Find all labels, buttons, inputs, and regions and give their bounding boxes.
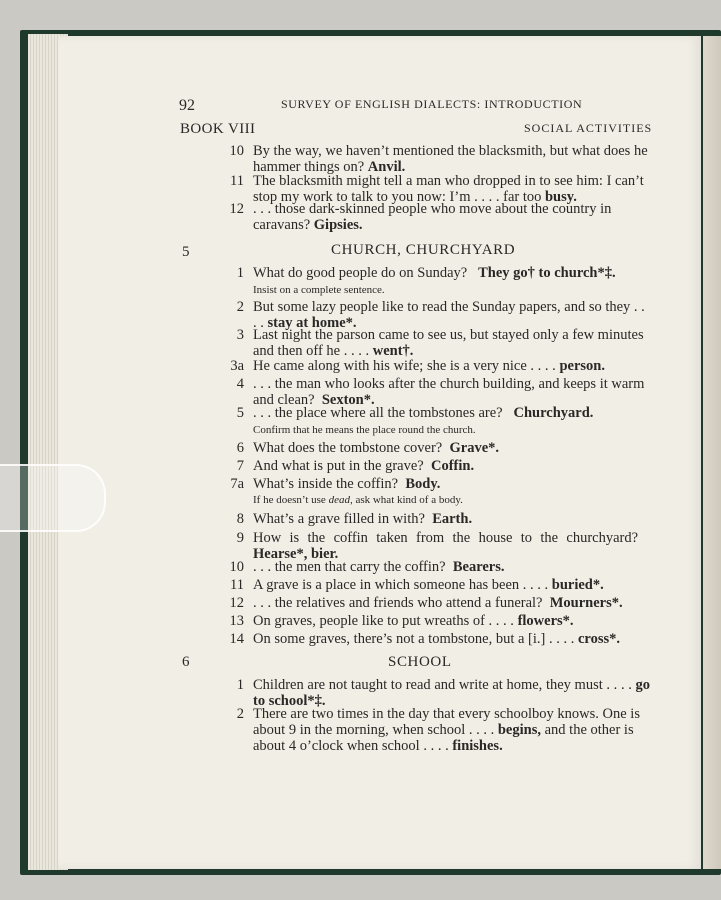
section-number: 6 (182, 654, 190, 670)
answer: Coffin. (431, 458, 475, 474)
answer: person. (559, 358, 605, 374)
answer: flowers*. (517, 613, 574, 629)
question: . . . the relatives and friends who attend a funeral? (253, 595, 543, 611)
answer: stay at home*. (267, 315, 357, 331)
item-number: 2 (236, 706, 244, 722)
book-label: BOOK VIII (180, 121, 256, 137)
interviewer-note: Insist on a complete sentence. (253, 284, 385, 296)
item-number: 13 (229, 613, 244, 629)
answer: Bearers. (452, 559, 505, 575)
question: What’s a grave filled in with? (253, 511, 425, 527)
question: Last night the parson came to see us, but stayed only a few minutes and then off he . . . . (253, 327, 644, 359)
question: There are two times in the day that every schoolboy knows. One is about 9 in the morning, when school . . . . (253, 706, 640, 738)
answer: Grave*. (449, 440, 500, 456)
item-number: 10 (229, 143, 244, 159)
running-title: SURVEY OF ENGLISH DIALECTS: INTRODUCTION (281, 97, 583, 111)
question: A grave is a place in which someone has been . . . . (253, 577, 549, 593)
item-number: 3 (236, 327, 244, 343)
item-number: 8 (236, 511, 244, 527)
question: Children are not taught to read and write at home, they must . . . . (253, 677, 632, 693)
answer: Hearse*, bier. (253, 546, 339, 562)
section-number: 5 (182, 244, 190, 260)
page-number: 92 (179, 97, 195, 114)
item-number: 11 (230, 173, 244, 189)
item-number: 7a (230, 476, 244, 492)
section-title: CHURCH, CHURCHYARD (331, 242, 516, 258)
answer: go to school*‡. (253, 677, 651, 709)
answer: busy. (544, 189, 577, 205)
answer: went†. (372, 343, 414, 359)
interviewer-note: Confirm that he means the place round the church. (253, 424, 476, 436)
item-number: 4 (236, 376, 244, 392)
question: . . . the men that carry the coffin? (253, 559, 446, 575)
question: . . . those dark-skinned people who move about the country in caravans? (253, 201, 612, 233)
answer: They go† to church*‡. (478, 265, 616, 281)
question: What do good people do on Sunday? (253, 265, 468, 281)
question: What does the tombstone cover? (253, 440, 443, 456)
question: He came along with his wife; she is a very nice . . . . (253, 358, 556, 374)
section-title: SCHOOL (388, 654, 452, 670)
item-number: 14 (229, 631, 244, 647)
answer: Churchyard. (513, 405, 594, 421)
section-heading: SOCIAL ACTIVITIES (524, 121, 653, 135)
note-text: ask what kind of a body. (352, 494, 463, 506)
plastic-page-clip (0, 464, 106, 532)
answer: finishes. (452, 738, 503, 754)
question: On graves, people like to put wreaths of . . . . (253, 613, 514, 629)
answer: Gipsies. (313, 217, 363, 233)
question: And what is put in the grave? (253, 458, 424, 474)
answer: cross*. (577, 631, 621, 647)
question: The blacksmith might tell a man who dropped in to see him: I can’t stop my work to talk to you now: I’m . . . . far too (253, 173, 644, 205)
item-number: 6 (236, 440, 244, 456)
question: How is the coffin taken from the house to the churchyard? (253, 530, 639, 546)
answer: Mourners*. (549, 595, 623, 611)
question: What’s inside the coffin? (253, 476, 399, 492)
item-number: 5 (236, 405, 244, 421)
question: By the way, we haven’t mentioned the blacksmith, but what does he hammer things on? (253, 143, 648, 175)
answer: Earth. (432, 511, 473, 527)
item-number: 12 (229, 595, 244, 611)
question: But some lazy people like to read the Sunday papers, and so they . . . . (253, 299, 645, 331)
answer: begins, (497, 722, 541, 738)
item-number: 1 (236, 265, 244, 281)
item-number: 3a (230, 358, 244, 374)
question: On some graves, there’s not a tombstone, but a [i.] . . . . (253, 631, 575, 647)
answer: Sexton*. (321, 392, 375, 408)
question: . . . the man who looks after the church building, and keeps it warm and clean? (253, 376, 645, 408)
answer: Anvil. (367, 159, 406, 175)
item-number: 2 (236, 299, 244, 315)
note-text: If he doesn’t use (253, 494, 329, 506)
interviewer-note (253, 494, 650, 507)
item-number: 7 (236, 458, 244, 474)
note-emphasis: dead, (328, 494, 353, 506)
answer: buried*. (551, 577, 604, 593)
question: . . . the place where all the tombstones are? (253, 405, 503, 421)
item-number: 10 (229, 559, 244, 575)
item-number: 9 (236, 530, 244, 546)
question-continued: and the other is about 4 o’clock when school . . . . (253, 722, 634, 754)
answer: Body. (405, 476, 441, 492)
gutter-shadow (703, 36, 721, 869)
item-number: 11 (230, 577, 244, 593)
item-number: 1 (236, 677, 244, 693)
item-number: 12 (229, 201, 244, 217)
